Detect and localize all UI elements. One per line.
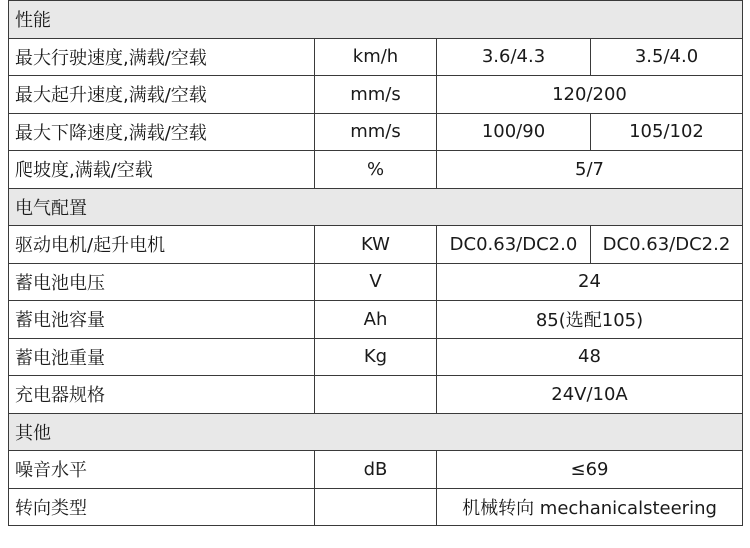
row-unit: Kg: [315, 338, 437, 376]
section-row: [9, 413, 743, 451]
row-value: ≤69: [437, 451, 743, 489]
table-row: [9, 301, 743, 339]
row-unit: Ah: [315, 301, 437, 339]
row-unit: V: [315, 263, 437, 301]
row-unit: mm/s: [315, 76, 437, 114]
row-unit: [315, 376, 437, 414]
row-unit: km/h: [315, 38, 437, 76]
spec-table: [8, 0, 743, 526]
row-unit: mm/s: [315, 113, 437, 151]
row-value: 85(选配105): [437, 301, 743, 339]
row-value: 120/200: [437, 76, 743, 114]
row-label: 最大起升速度,满载/空载: [9, 76, 315, 114]
row-label: 噪音水平: [9, 451, 315, 489]
row-value-2: 3.5/4.0: [591, 38, 743, 76]
row-value-2: DC0.63/DC2.2: [591, 226, 743, 264]
row-label: 转向类型: [9, 488, 315, 526]
row-unit: dB: [315, 451, 437, 489]
section-performance: 性能: [9, 1, 743, 39]
row-unit: [315, 488, 437, 526]
row-value-1: DC0.63/DC2.0: [437, 226, 591, 264]
section-electrical: 电气配置: [9, 188, 743, 226]
table-row: [9, 376, 743, 414]
section-other: 其他: [9, 413, 743, 451]
section-row: [9, 188, 743, 226]
row-unit: %: [315, 151, 437, 189]
table-row: [9, 76, 743, 114]
table-row: [9, 451, 743, 489]
row-value: 机械转向 mechanicalsteering: [437, 488, 743, 526]
row-value-2: 105/102: [591, 113, 743, 151]
table-row: [9, 263, 743, 301]
table-row: [9, 38, 743, 76]
row-label: 驱动电机/起升电机: [9, 226, 315, 264]
row-label: 爬坡度,满载/空载: [9, 151, 315, 189]
table-row: [9, 338, 743, 376]
section-row: [9, 1, 743, 39]
row-label: 蓄电池重量: [9, 338, 315, 376]
row-value: 24: [437, 263, 743, 301]
row-label: 最大下降速度,满载/空载: [9, 113, 315, 151]
table-row: [9, 113, 743, 151]
row-value-1: 100/90: [437, 113, 591, 151]
table-row: [9, 488, 743, 526]
row-value-1: 3.6/4.3: [437, 38, 591, 76]
table-row: [9, 226, 743, 264]
row-value: 48: [437, 338, 743, 376]
row-label: 最大行驶速度,满载/空载: [9, 38, 315, 76]
row-label: 充电器规格: [9, 376, 315, 414]
row-label: 蓄电池容量: [9, 301, 315, 339]
row-label: 蓄电池电压: [9, 263, 315, 301]
table-row: [9, 151, 743, 189]
row-value: 24V/10A: [437, 376, 743, 414]
row-value: 5/7: [437, 151, 743, 189]
row-unit: KW: [315, 226, 437, 264]
